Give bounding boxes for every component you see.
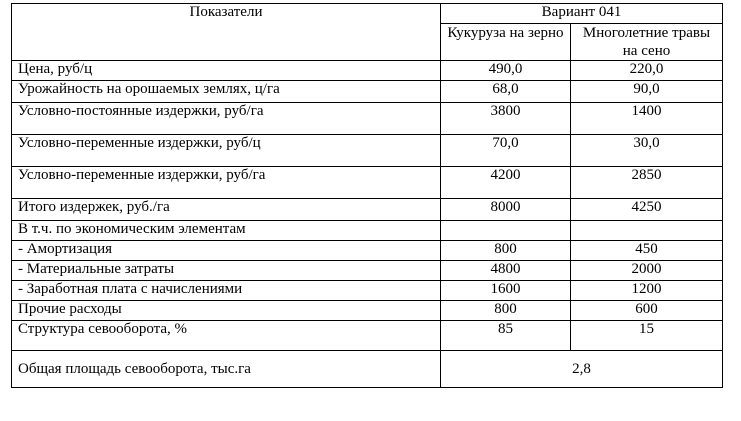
row-corn: 70,0 [441, 135, 571, 167]
total-area-value: 2,8 [441, 351, 723, 388]
header-variant: Вариант 041 [441, 4, 723, 24]
row-corn: 800 [441, 241, 571, 261]
table-row [12, 301, 723, 321]
row-corn: 68,0 [441, 81, 571, 103]
row-grass: 15 [571, 321, 723, 351]
row-label: В т.ч. по экономическим элементам [12, 221, 441, 241]
table-row [12, 135, 723, 167]
table-row [12, 81, 723, 103]
row-grass: 600 [571, 301, 723, 321]
row-label: - Материальные затраты [12, 261, 441, 281]
row-grass: 4250 [571, 199, 723, 221]
table-row [12, 199, 723, 221]
row-corn: 490,0 [441, 61, 571, 81]
row-corn: 3800 [441, 103, 571, 135]
total-area-label: Общая площадь севооборота, тыс.га [12, 351, 441, 388]
header-corn: Кукуруза на зерно [441, 24, 571, 61]
row-corn: 85 [441, 321, 571, 351]
row-label: Условно-переменные издержки, руб/га [12, 167, 441, 199]
row-grass: 2850 [571, 167, 723, 199]
row-label: Цена, руб/ц [12, 61, 441, 81]
row-corn: 4800 [441, 261, 571, 281]
row-corn [441, 221, 571, 241]
row-label: Условно-постоянные издержки, руб/га [12, 103, 441, 135]
table-container [11, 3, 723, 388]
table-row [12, 281, 723, 301]
row-corn: 800 [441, 301, 571, 321]
header-grass: Многолетние травы на сено [571, 24, 723, 61]
header-indicators: Показатели [12, 4, 441, 61]
row-grass: 450 [571, 241, 723, 261]
total-area-row [12, 351, 723, 388]
table-row [12, 221, 723, 241]
table-row [12, 167, 723, 199]
row-grass: 1200 [571, 281, 723, 301]
row-corn: 1600 [441, 281, 571, 301]
row-label: - Амортизация [12, 241, 441, 261]
table-row [12, 61, 723, 81]
indicators-table [11, 3, 723, 388]
table-row [12, 321, 723, 351]
row-corn: 8000 [441, 199, 571, 221]
header-row [12, 4, 723, 24]
row-grass: 2000 [571, 261, 723, 281]
row-grass: 30,0 [571, 135, 723, 167]
row-label: Итого издержек, руб./га [12, 199, 441, 221]
row-label: Структура севооборота, % [12, 321, 441, 351]
row-label: Урожайность на орошаемых землях, ц/га [12, 81, 441, 103]
row-grass: 220,0 [571, 61, 723, 81]
table-row [12, 241, 723, 261]
table-row [12, 103, 723, 135]
table-row [12, 261, 723, 281]
row-grass [571, 221, 723, 241]
row-label: - Заработная плата с начислениями [12, 281, 441, 301]
row-corn: 4200 [441, 167, 571, 199]
row-label: Прочие расходы [12, 301, 441, 321]
row-grass: 1400 [571, 103, 723, 135]
row-label: Условно-переменные издержки, руб/ц [12, 135, 441, 167]
row-grass: 90,0 [571, 81, 723, 103]
